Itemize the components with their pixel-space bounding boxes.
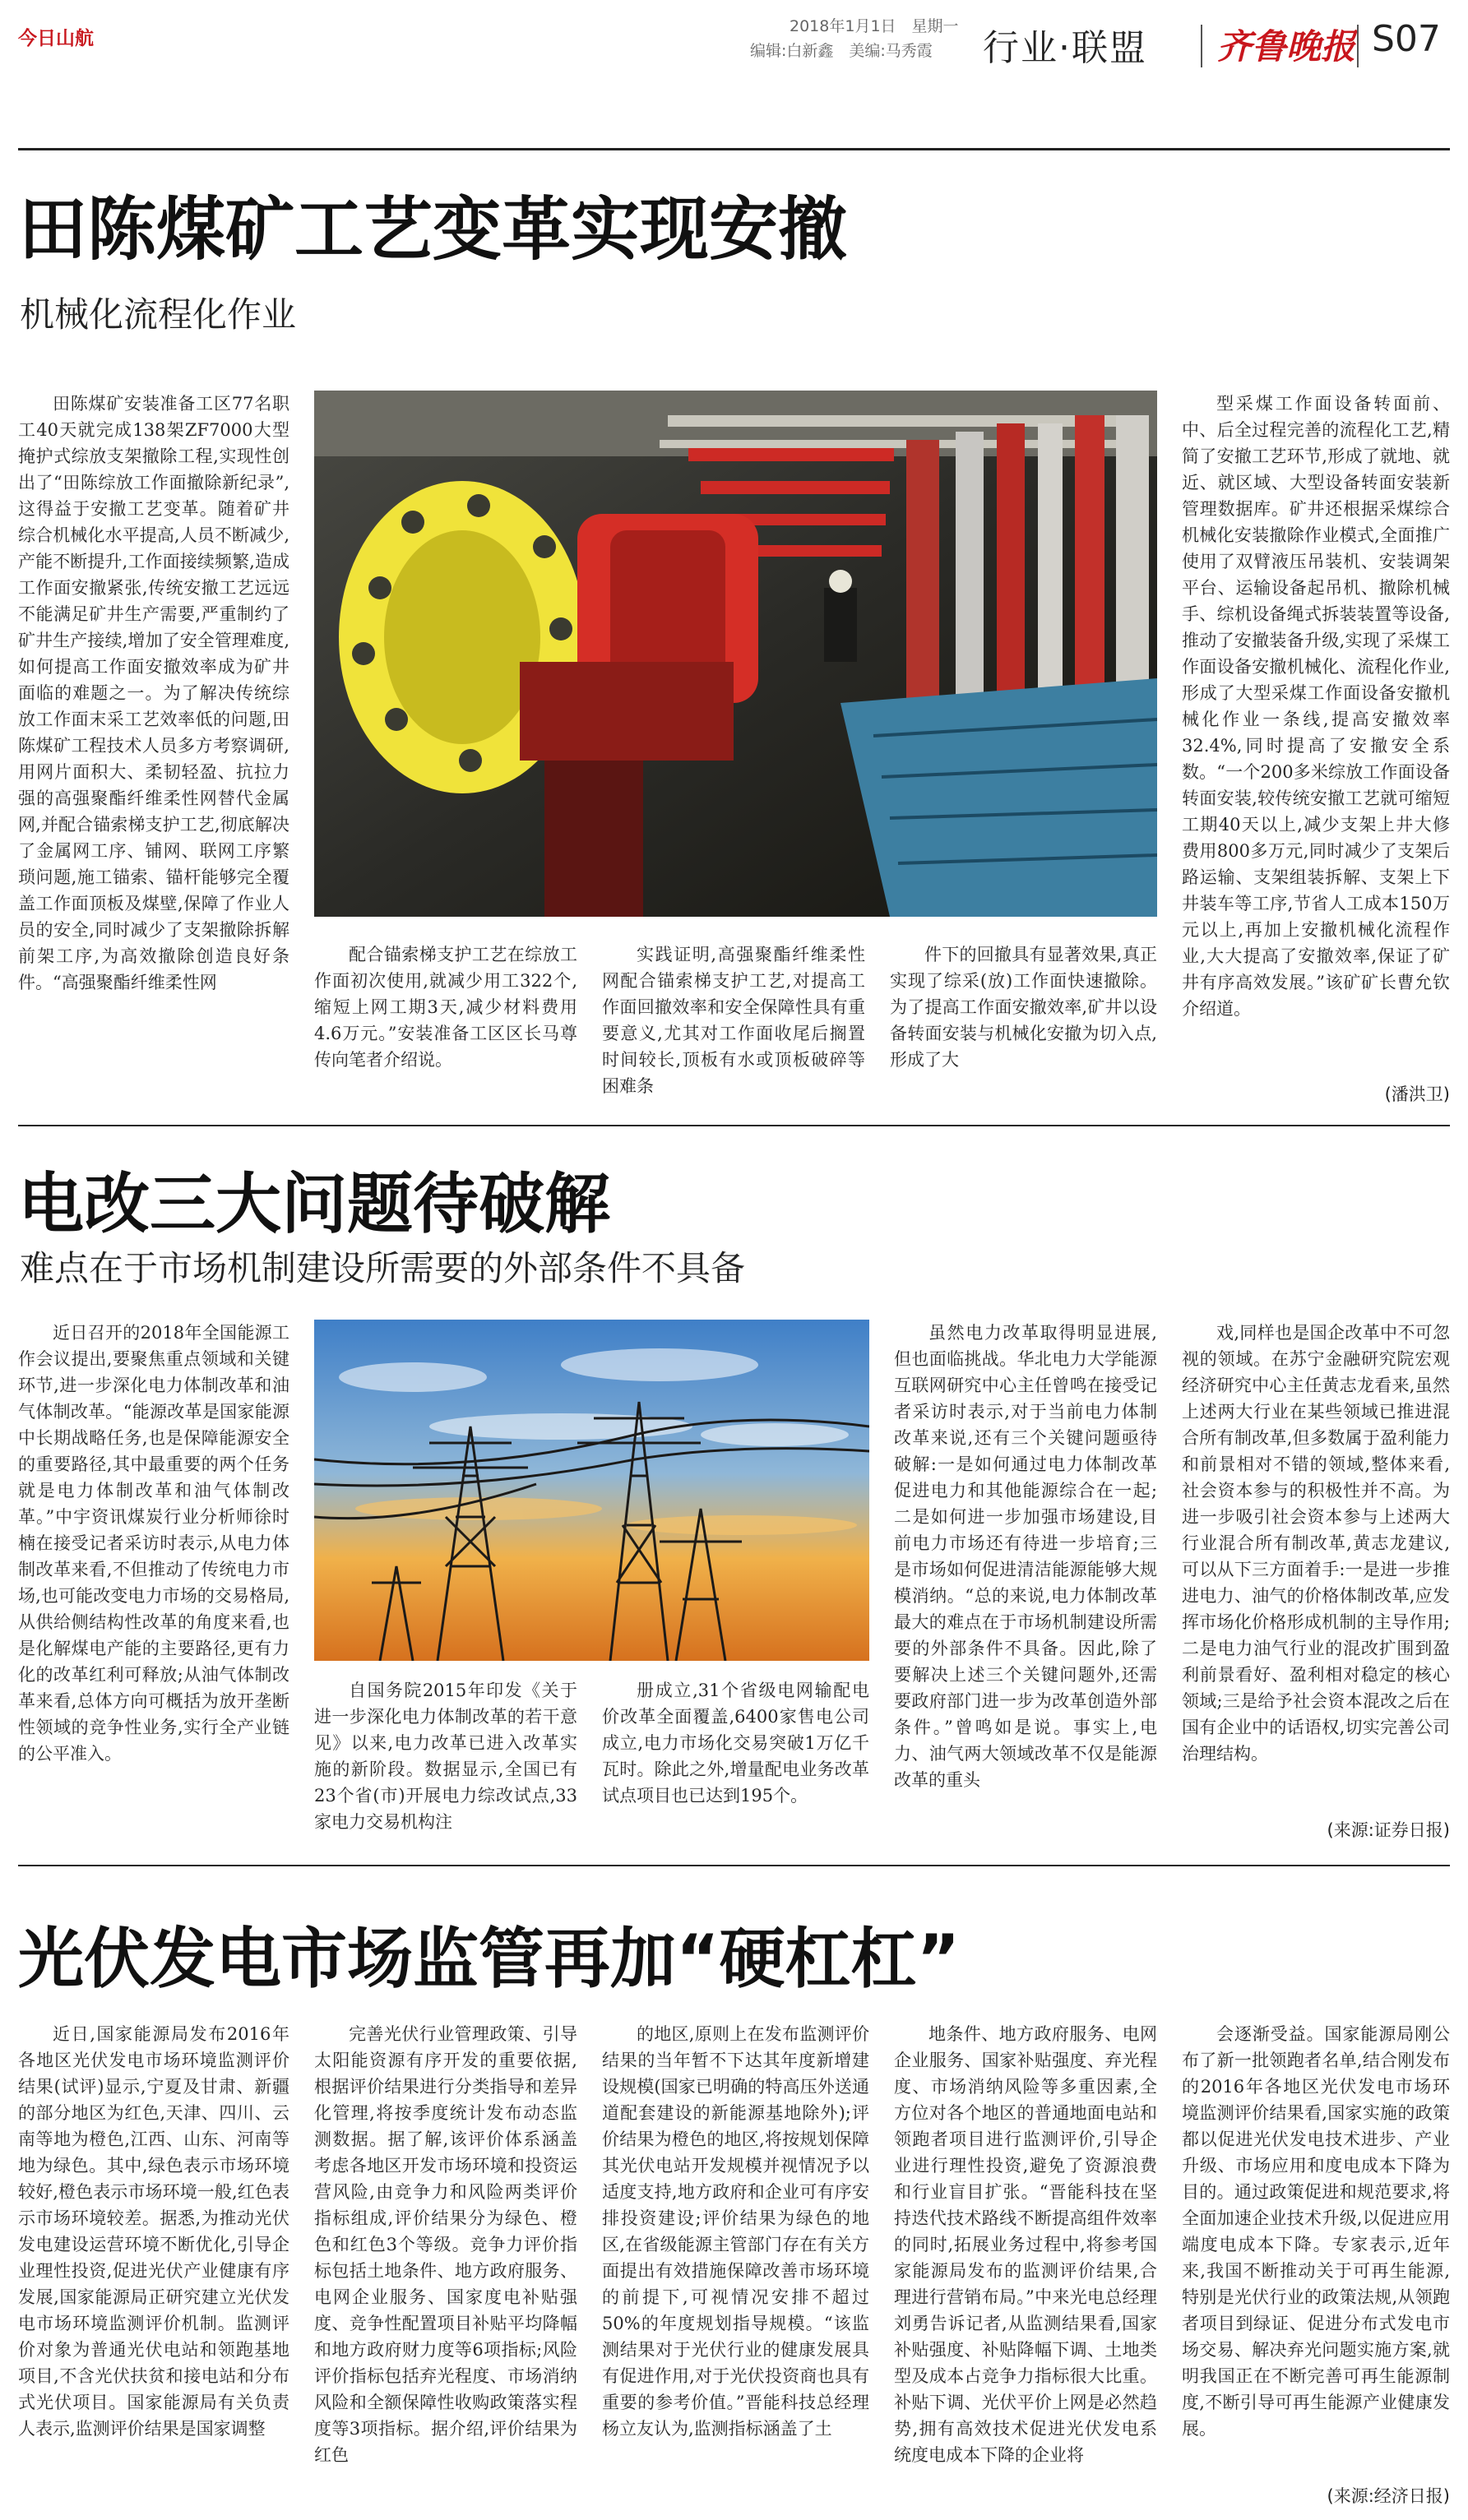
article2-credit: (来源:证券日报) — [1327, 1820, 1450, 1840]
article3-column-2: 完善光伏行业管理政策、引导太阳能资源有序开发的重要依据,根据评价结果进行分类指导和差异化管理,将按季度统计发布动态监测数据。据了解,该评价体系涵盖考虑各地区开发市场环境和投资运营风险,由竞争力和风险两类评价指标组成,评价结果分为绿色、橙色和红色3个等级。竞争力评价指标包括土地条件、地方政府服务、电网企业服务、国家度电补贴强度、竞争性配置项目补贴平均降幅和地方政府财力度等6项指标;风险评价指标包括弃光程度、市场消纳风险和全额保障性收购政策落实程度等3项指标。据介绍,评价结果为红色 — [314, 2024, 577, 2465]
article1-column-5: 型采煤工作面设备转面前、中、后全过程完善的流程化工艺,精简了安撤工艺环节,形成了就地、就近、就区域、大型设备转面安装新管理数据库。矿井还根据采煤综合机械化安装撤除作业模式,全面推广使用了双臂液压吊装机、安装调架平台、运输设备起吊机、撤除机械手、综机设备绳式拆装装置等设备,推动了安撤装备升级,实现了采煤工作面设备安撤机械化、流程化作业,形成了大型采煤工作面设备安撤机械化作业一条线,提高安撤效率32.4%,同时提高了安撤安全系数。“一个200多米综放工作面设备转面安装,较传统安撤工艺就可缩短工期40天以上,减少支架上井大修费用800多万元,同时减少了支架后路运输、支架组装拆解、支架上下井装车等工序,节省人工成本150万元以上,再加上安撤机械化流程作业,大大提高了安撤效率,保证了矿井有序高效发展。”该矿矿长曹允钦介绍道。 — [1182, 394, 1450, 1019]
article2-column-1: 近日召开的2018年全国能源工作会议提出,要聚焦重点领域和关键环节,进一步深化电力体制改革和油气体制改革。“能源改革是国家能源中长期战略任务,也是保障能源安全的重要路径,其中最重要的两个任务就是电力体制改革和油气体制改革。”中宇资讯煤炭行业分析师徐时楠在接受记者采访时表示,从电力体制改革来看,不但推动了传统电力市场,也可能改变电力市场的交易格局,从供给侧结构性改革的角度来看,也是化解煤电产能的主要路径,更有力化的改革红利可释放;从油气体制改革来看,总体方向可概括为放开垄断性领域的竞争性业务,实行全产业链的公平准入。 — [18, 1323, 289, 1764]
article1-subtitle: 机械化流程化作业 — [20, 294, 297, 335]
article1-credit: (潘洪卫) — [1384, 1084, 1450, 1104]
article-separator — [18, 1865, 1450, 1866]
article1-column-1: 田陈煤矿安装准备工区77名职工40天就完成138架ZF7000大型掩护式综放支架撤除工程,实现性创出了“田陈综放工作面撤除新纪录”,这得益于安撤工艺变革。随着矿井综合机械化水平提高,人员不断减少,产能不断提升,工作面接续频繁,造成工作面安撤紧张,传统安撤工艺远远不能满足矿井生产需要,严重制约了矿井生产接续,增加了安全管理难度,如何提高工作面安撤效率成为矿井面临的难题之一。为了解决传统综放工作面末采工艺效率低的问题,田陈煤矿工程技术人员多方考察调研,用网片面积大、柔韧轻盈、抗拉力强的高强聚酯纤维柔性网替代金属网,并配合锚索梯支护工艺,彻底解决了金属网工序、铺网、联网工序繁琐问题,施工锚索、锚杆能够完全覆盖工作面顶板及煤壁,保障了作业人员的安全,同时减少了支架撤除拆解前架工序,为高效撤除创造良好条件。“高强聚酯纤维柔性网 — [18, 394, 289, 992]
article1-photo — [314, 391, 1157, 917]
header-rule — [18, 148, 1450, 150]
article2-column-2: 自国务院2015年印发《关于进一步深化电力体制改革的若干意见》以来,电力改革已进入改革实施的新阶段。数据显示,全国已有23个省(市)开展电力综改试点,33家电力交易机构注 — [314, 1681, 577, 1832]
header-divider — [1357, 25, 1359, 67]
article2-column-5: 戏,同样也是国企改革中不可忽视的领域。在苏宁金融研究院宏观经济研究中心主任黄志龙看来,虽然上述两大行业在某些领域已推进混合所有制改革,但多数属于盈利能力和前景相对不错的领域,整体来看,社会资本参与的积极性并不高。为进一步吸引社会资本参与上述两大行业混合所有制改革,黄志龙建议,可以从下三方面着手:一是进一步推进电力、油气的价格体制改革,应发挥市场化价格形成机制的主导作用;二是电力油气行业的混改扩围到盈利前景看好、盈利相对稳定的核心领域;三是给予社会资本混改之后在国有企业中的话语权,切实完善公司治理结构。 — [1182, 1323, 1450, 1764]
article2-photo — [314, 1320, 869, 1661]
article3-column-5: 会逐渐受益。国家能源局刚公布了新一批领跑者名单,结合刚发布的2016年各地区光伏发电市场环境监测评价结果看,国家实施的政策都以促进光伏发电技术进步、产业升级、市场应用和度电成本下降为目的。通过政策促进和规范要求,将全面加速企业技术升级,以促进应用端度电成本下降。专家表示,近年来,我国不断推动关于可再生能源,特别是光伏行业的政策法规,从领跑者项目到绿证、促进分布式发电市场交易、解决弃光问题实施方案,就明我国正在不断完善可再生能源制度,不断引导可再生能源产业健康发展。 — [1182, 2024, 1450, 2439]
article1-column-2: 配合锚索梯支护工艺在综放工作面初次使用,就减少用工322个,缩短上网工期3天,减少材料费用4.6万元。”安装准备工区区长马尊传向笔者介绍说。 — [314, 945, 577, 1070]
page-number: S07 — [1372, 18, 1441, 60]
article2-column-4: 虽然电力改革取得明显进展,但也面临挑战。华北电力大学能源互联网研究中心主任曾鸣在接受记者采访时表示,对于当前电力体制改革来说,还有三个关键问题亟待破解:一是如何通过电力体制改革促进电力和其他能源综合在一起;二是如何进一步加强市场建设,目前电力市场还有待进一步培育;三是市场如何促进清洁能源能够大规模消纳。“总的来说,电力体制改革最大的难点在于市场机制建设所需要的外部条件不具备。因此,除了要解决上述三个关键问题外,还需要政府部门进一步为改革创造外部条件。”曾鸣如是说。事实上,电力、油气两大领域改革不仅是能源改革的重头 — [894, 1323, 1157, 1790]
article2-subtitle: 难点在于市场机制建设所需要的外部条件不具备 — [20, 1248, 746, 1288]
section-name: 行业·联盟 — [983, 27, 1147, 69]
article3-title: 光伏发电市场监管再加“硬杠杠” — [18, 1921, 961, 1997]
header-divider — [1201, 25, 1202, 67]
article2-column-3: 册成立,31个省级电网输配电价改革全面覆盖,6400家售电公司成立,电力市场化交易突破1万亿千瓦时。除此之外,增量配电业务改革试点项目也已达到195个。 — [602, 1681, 869, 1806]
article2-title: 电改三大问题待破解 — [18, 1166, 610, 1242]
newspaper-logo: 齐鲁晚报 — [1217, 26, 1356, 67]
article1-column-4: 件下的回撤具有显著效果,真正实现了综采(放)工作面快速撤除。为了提高工作面安撤效率,矿井以设备转面安装与机械化安撤为切入点,形成了大 — [890, 945, 1157, 1070]
article3-credit: (来源:经济日报) — [1327, 2486, 1450, 2506]
article-separator — [18, 1125, 1450, 1126]
column-label: 今日山航 — [18, 28, 94, 49]
article3-column-3: 的地区,原则上在发布监测评价结果的当年暂不下达其年度新增建设规模(国家已明确的特高压外送通道配套建设的新能源基地除外);评价结果为橙色的地区,将按规划保障其光伏电站开发规模并视情况予以适度支持,地方政府和企业可有序安排投资建设;评价结果为绿色的地区,在省级能源主管部门存在有关方面提出有效措施保障改善市场环境的前提下,可视情况安排不超过50%的年度规划指导规模。“该监测结果对于光伏行业的健康发展具有促进作用,对于光伏投资商也具有重要的参考价值。”晋能科技总经理杨立友认为,监测指标涵盖了土 — [602, 2024, 869, 2439]
issue-date: 2018年1月1日 星期一 — [790, 17, 959, 35]
article1-title: 田陈煤矿工艺变革实现安撤 — [18, 189, 848, 270]
article1-column-3: 实践证明,高强聚酯纤维柔性网配合锚索梯支护工艺,对提高工作面回撤效率和安全保障性具有重要意义,尤其对工作面收尾后搁置时间较长,顶板有水或顶板破碎等困难条 — [602, 945, 865, 1096]
article3-column-4: 地条件、地方政府服务、电网企业服务、国家补贴强度、弃光程度、市场消纳风险等多重因素,全方位对各个地区的普通地面电站和领跑者项目进行监测评价,引导企业进行理性投资,避免了资源浪费和行业盲目扩张。“晋能科技在坚持迭代技术路线不断提高组件效率的同时,拓展业务过程中,将参考国家能源局发布的监测评价结果,合理进行营销布局。”中来光电总经理刘勇告诉记者,从监测结果看,国家补贴强度、补贴降幅下调、土地类型及成本占竞争力指标很大比重。补贴下调、光伏平价上网是必然趋势,拥有高效技术促进光伏发电系统度电成本下降的企业将 — [894, 2024, 1157, 2465]
article3-column-1: 近日,国家能源局发布2016年各地区光伏发电市场环境监测评价结果(试评)显示,宁夏及甘肃、新疆的部分地区为红色,天津、四川、云南等地为橙色,江西、山东、河南等地为绿色。其中,绿色表示市场环境较好,橙色表示市场环境一般,红色表示市场环境较差。据悉,为推动光伏发电建设运营环境不断优化,引导企业理性投资,促进光伏产业健康有序发展,国家能源局正研究建立光伏发电市场环境监测评价机制。监测评价对象为普通光伏电站和领跑基地项目,不含光伏扶贫和接电站和分布式光伏项目。国家能源局有关负责人表示,监测评价结果是国家调整 — [18, 2024, 289, 2439]
editor-credits: 编辑:白新鑫 美编:马秀霞 — [750, 42, 933, 60]
